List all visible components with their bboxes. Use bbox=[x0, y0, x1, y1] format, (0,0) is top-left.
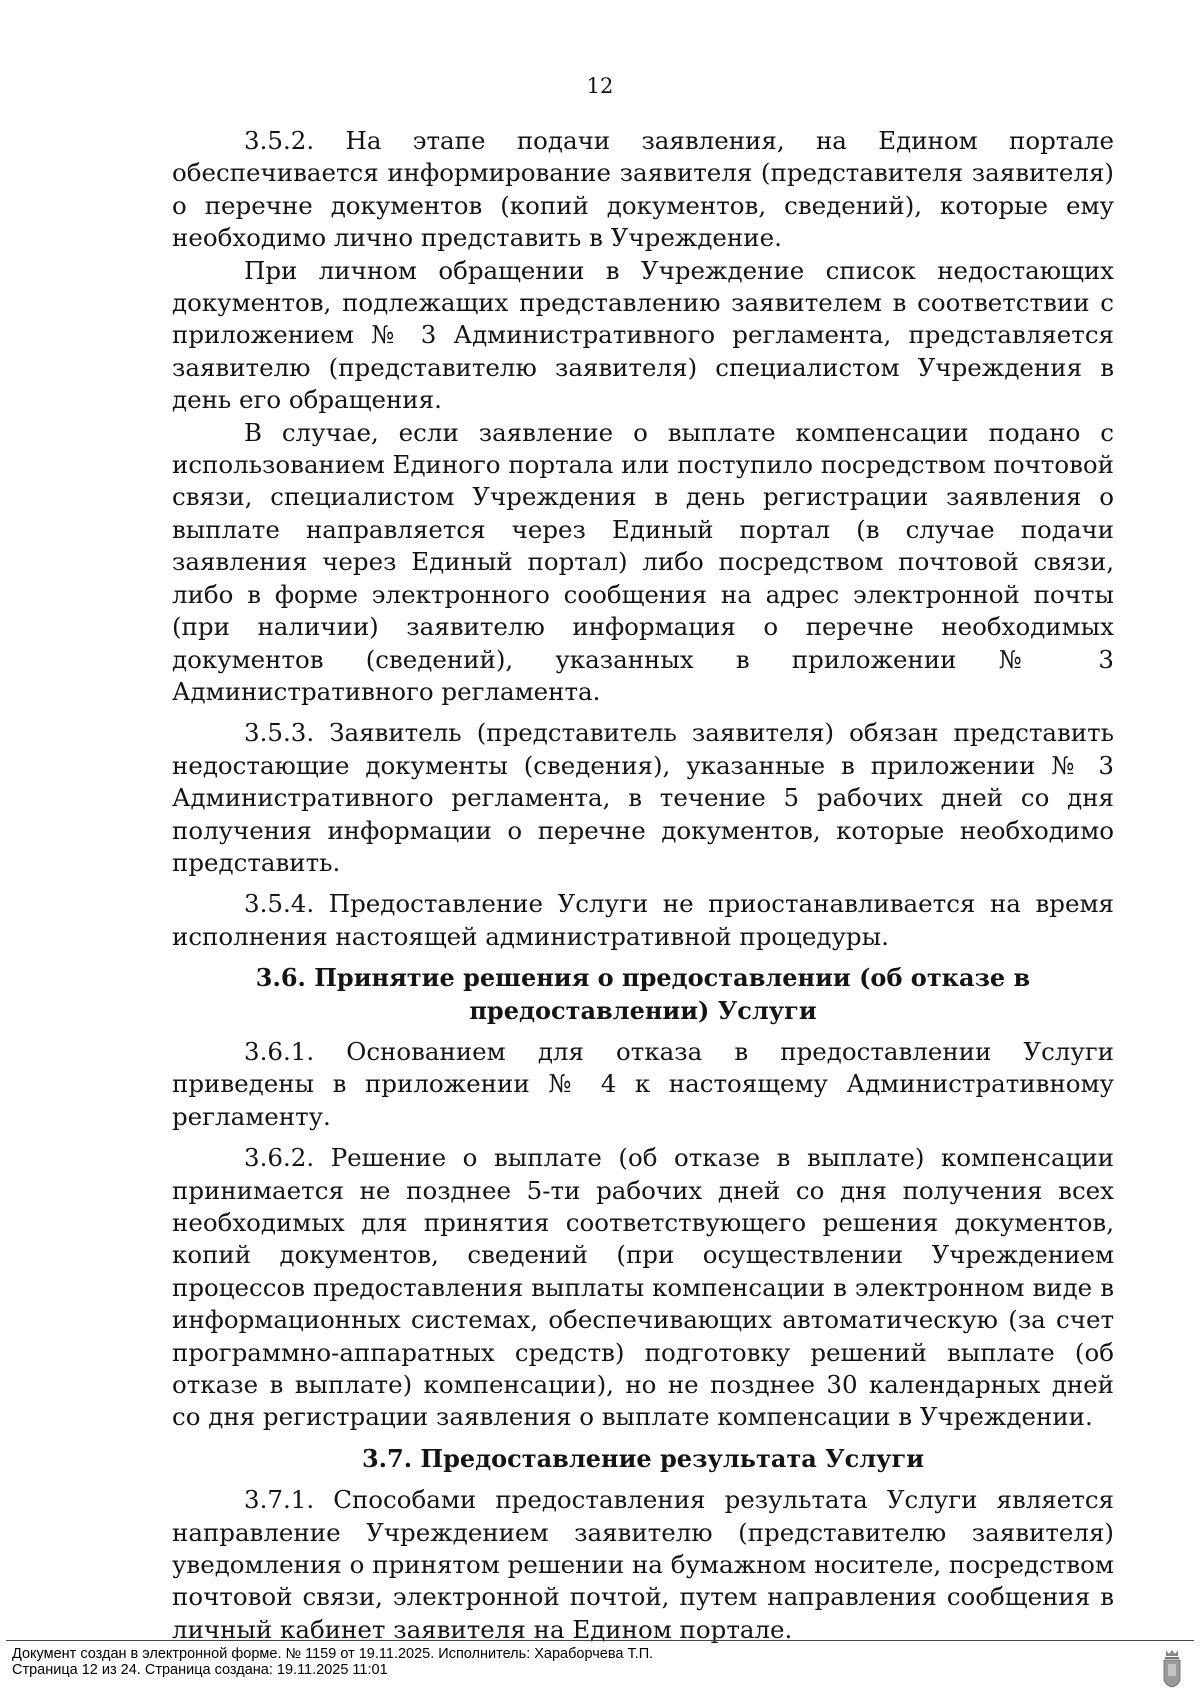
paragraph-3-5-4: 3.5.4. Предоставление Услуги не приостанавливается на время исполнения настоящей административной процедуры. bbox=[172, 889, 1114, 951]
section-heading-3-7: 3.7. Предоставление результата Услуги bbox=[361, 1443, 925, 1473]
footer-divider bbox=[6, 1640, 1194, 1641]
paragraph-3-5-3: 3.5.3. Заявитель (представитель заявителя) обязан представить недостающие документы (сведения), указанные в приложении № 3 Административного регламента, в течение 5 рабочих дней со дня получения информации о перечне документов, которые необходимо представить. bbox=[172, 718, 1114, 877]
paragraph-3-6-2: 3.6.2. Решение о выплате (об отказе в выплате) компенсации принимается не позднее 5-ти рабочих дней со дня получения всех необходимых для принятия соответствующего решения документов, копий документов, сведений (при осуществлении Учреждением процессов предоставления выплаты компенсации в электронном виде в информационных системах, обеспечивающих автоматическую (за счет программно-аппаратных средств) подготовку решений выплате (об отказе в выплате) компенсации), но не позднее 30 календарных дней со дня регистрации заявления о выплате компенсации в Учреждении. bbox=[172, 1143, 1114, 1432]
document-footer bbox=[12, 1646, 1072, 1678]
footer-document-info: Документ создан в электронной форме. № 1159 от 19.11.2025. Исполнитель: Хараборчева Т.П. bbox=[12, 1646, 654, 1662]
paragraph-3-6-1: 3.6.1. Основанием для отказа в предоставлении Услуги приведены в приложении № 4 к настоящему Административному регламенту. bbox=[172, 1036, 1114, 1131]
document-body bbox=[172, 125, 1114, 1646]
coat-of-arms-icon bbox=[1162, 1648, 1182, 1688]
section-heading-3-6: 3.6. Принятие решения о предоставлении (об отказе в предоставлении) Услуги bbox=[255, 963, 1031, 1025]
paragraph-personal-appeal: При личном обращении в Учреждение список недостающих документов, подлежащих представлению заявителем в соответствии с приложением № 3 Административного регламента, представляется заявителю (представителю заявителя) специалистом Учреждения в день его обращения. bbox=[172, 255, 1114, 415]
footer-page-info: Страница 12 из 24. Страница создана: 19.11.2025 11:01 bbox=[12, 1662, 388, 1678]
paragraph-3-5-2: 3.5.2. На этапе подачи заявления, на Едином портале обеспечивается информирование заявителя (представителя заявителя) о перечне документов (копий документов, сведений), которые ему необходимо лично представить в Учреждение. bbox=[172, 126, 1114, 253]
page-number: 12 bbox=[586, 74, 614, 98]
paragraph-3-7-1: 3.7.1. Способами предоставления результата Услуги является направление Учреждением заявителю (представителю заявителя) уведомления о принятом решении на бумажном носителе, посредством почтовой связи, электронной почтой, путем направления сообщения в личный кабинет заявителя на Едином портале. bbox=[172, 1485, 1114, 1644]
paragraph-portal-case: В случае, если заявление о выплате компенсации подано с использованием Единого портала или поступило посредством почтовой связи, специалистом Учреждения в день регистрации заявления о выплате направляется через Единый портал (в случае подачи заявления через Единый портал) либо посредством почтовой связи, либо в форме электронного сообщения на адрес электронной почты (при наличии) заявителю информация о перечне необходимых документов (сведений), указанных в приложении № 3 Административного регламента. bbox=[172, 417, 1114, 706]
